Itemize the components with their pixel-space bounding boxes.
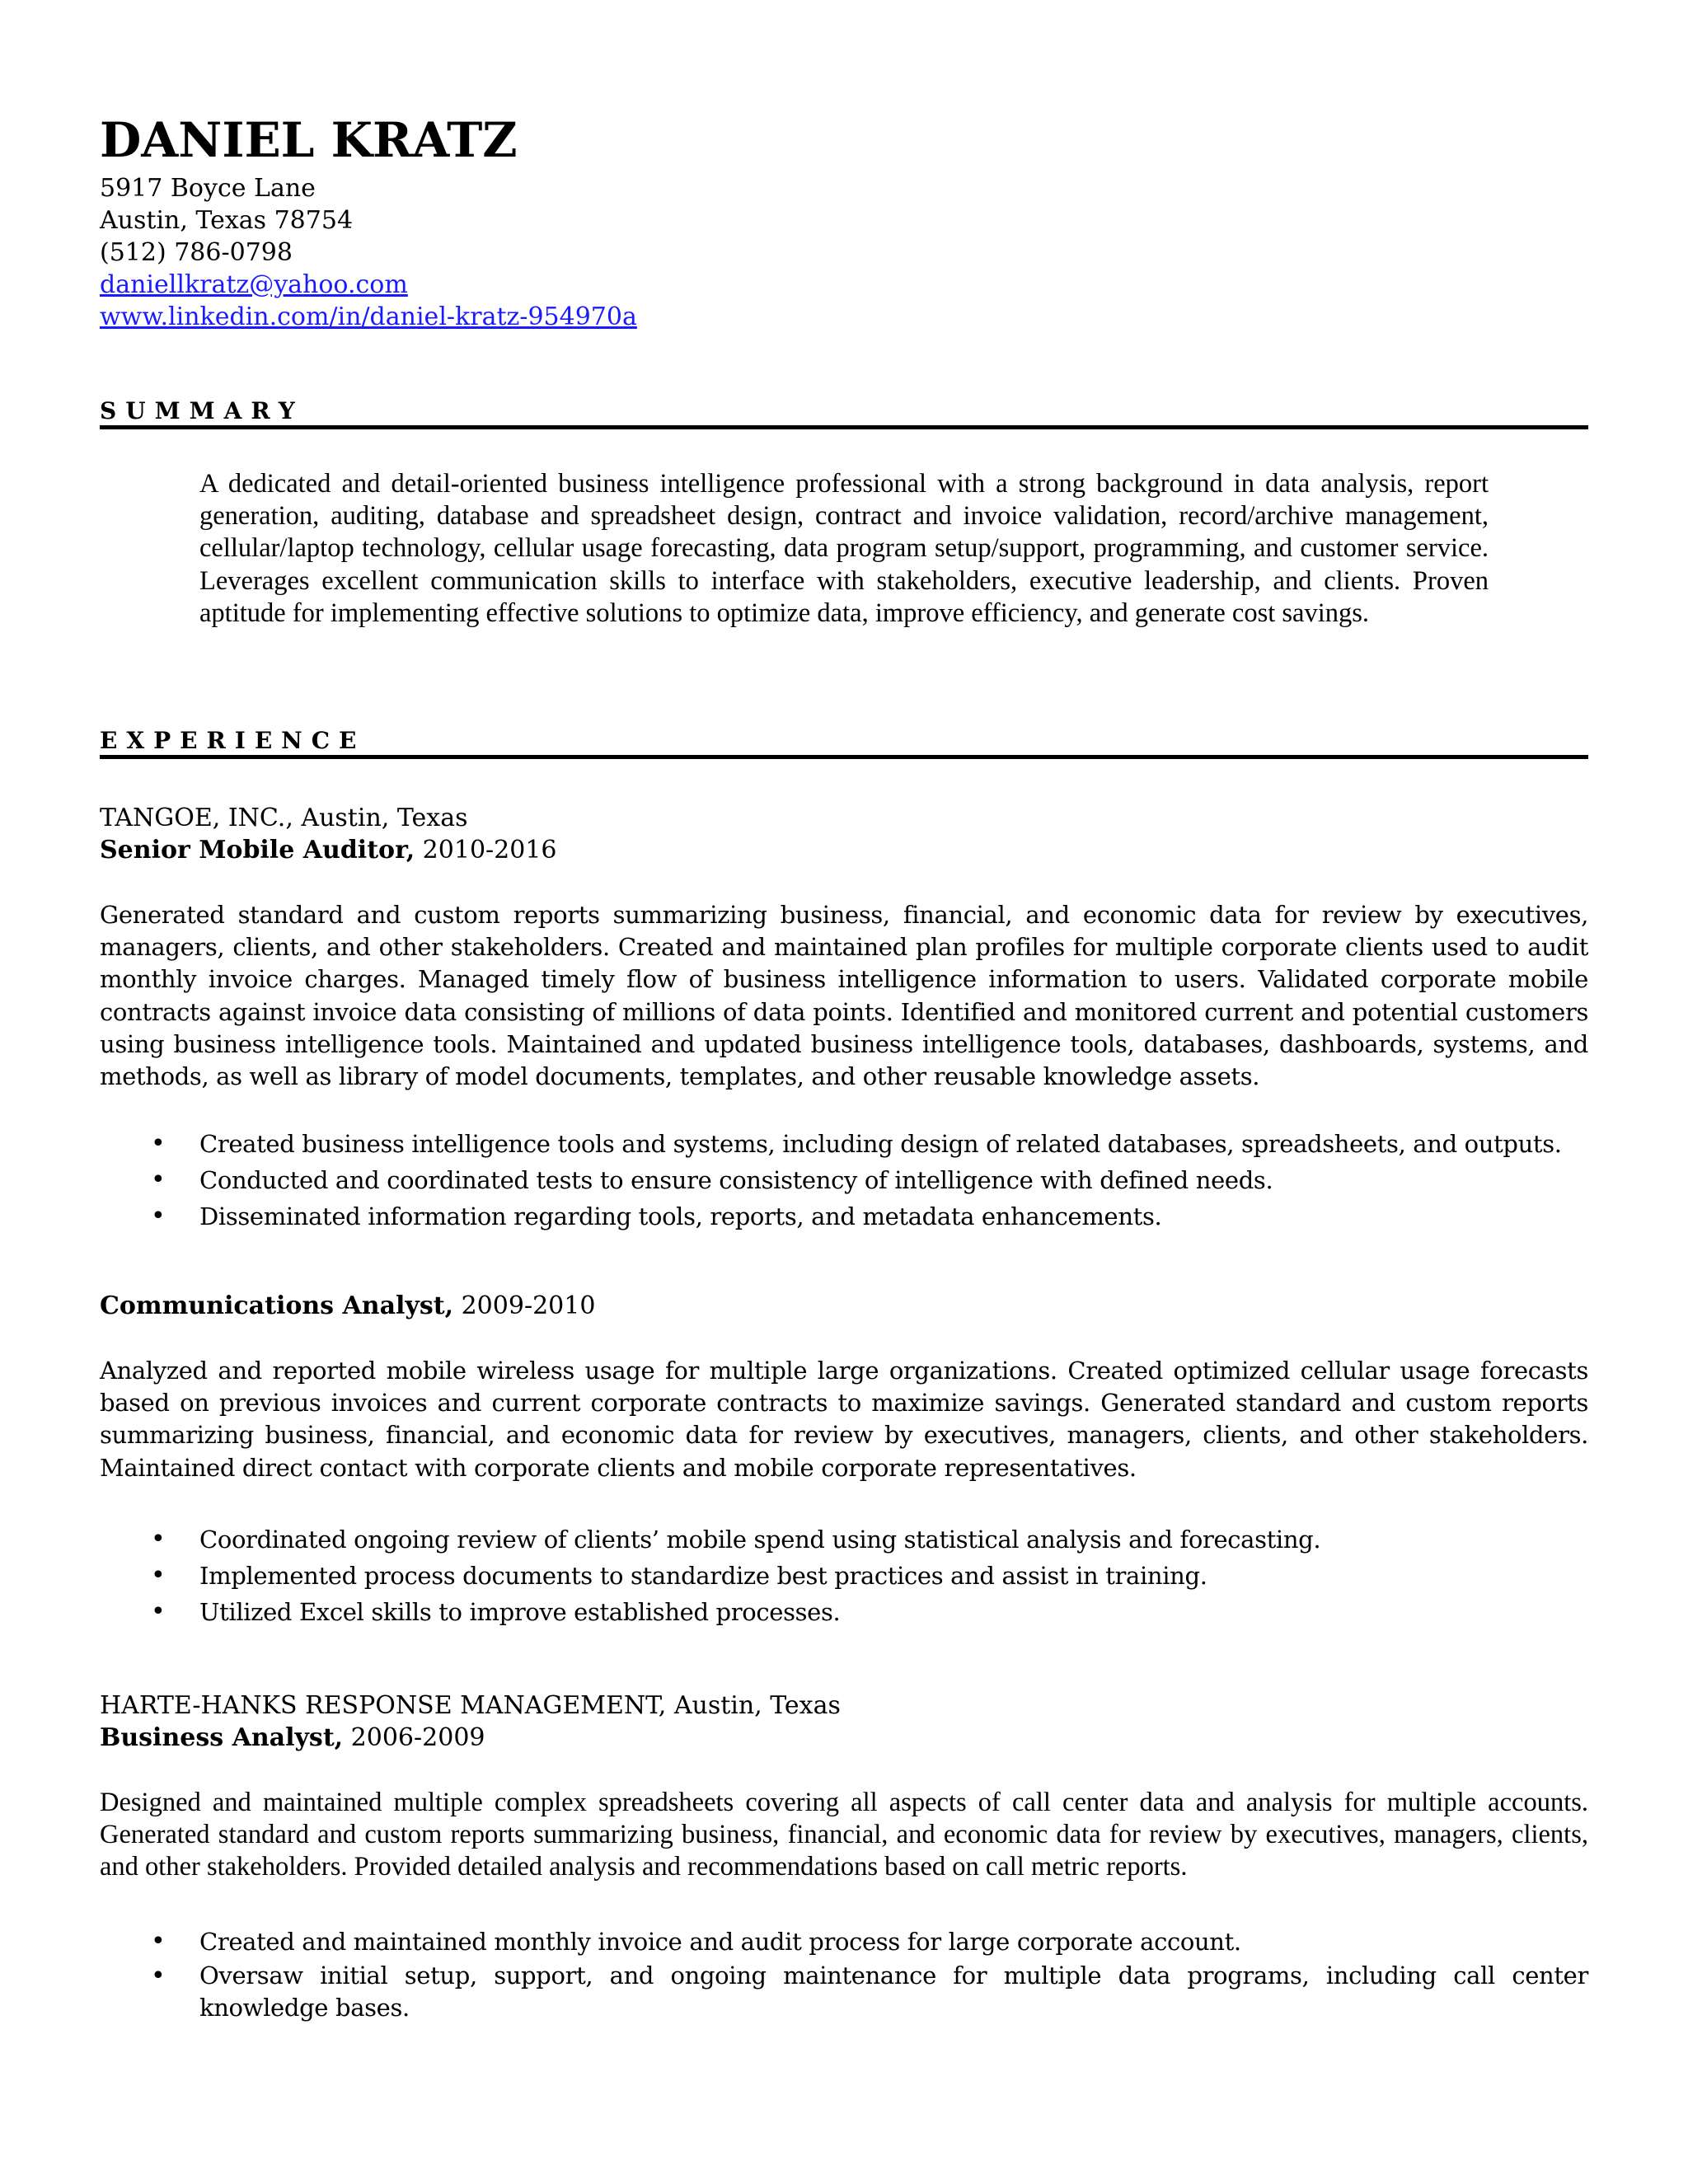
address-line-1: 5917 Boyce Lane (100, 174, 316, 203)
list-item: • Implemented process documents to standardize best practices and assist in training. (100, 1558, 1588, 1594)
address-line-2: Austin, Texas 78754 (100, 206, 354, 235)
experience-heading: EXPERIENCE (100, 727, 1588, 759)
job-title-line (100, 834, 557, 866)
bullet-icon: • (151, 1597, 166, 1626)
job-description: Analyzed and reported mobile wireless usage for multiple large organizations. Created optimized cellular usage forecasts based on previous invoices and current corporate contracts to maximize savings. Generated standard and custom reports summarizing business, financial, and economic data for review by executives, managers, clients, and other stakeholders. Maintained direct contact with corporate clients and mobile corporate representatives. (100, 1357, 1588, 1482)
job-description: Designed and maintained multiple complex spreadsheets covering all aspects of call center data and analysis for multiple accounts. Generated standard and custom reports summarizing business, financial, and economic data for review by executives, managers, clients, and other stakeholders. Provided detailed analysis and recommendations based on call metric reports. (100, 1788, 1588, 1882)
job-dates: 2010-2016 (415, 836, 557, 865)
company-harte-hanks: HARTE-HANKS RESPONSE MANAGEMENT, Austin, Texas (100, 1691, 841, 1720)
company-tangoe: TANGOE, INC., Austin, Texas (100, 804, 468, 832)
job-description: Generated standard and custom reports summarizing business, financial, and economic data for review by executives, managers, clients, and other stakeholders. Created and maintained plan profiles for multiple corporate clients used to audit monthly invoice charges. Managed timely flow of business intelligence information to users. Validated corporate mobile contracts against invoice data consisting of millions of data points. Identified and monitored current and potential customers using business intelligence tools. Maintained and updated business intelligence tools, databases, dashboards, systems, and methods, as well as library of model documents, templates, and other reusable knowledge assets. (100, 901, 1588, 1091)
job-title: Communications Analyst, (100, 1291, 454, 1320)
job-bullets (100, 1521, 1588, 1630)
list-item: • Created and maintained monthly invoice and audit process for large corporate account. (100, 1924, 1588, 1960)
bullet-icon: • (151, 1165, 166, 1194)
phone-number: (512) 786-0798 (100, 238, 293, 267)
list-item: • Conducted and coordinated tests to ensure consistency of intelligence with defined needs. (100, 1162, 1588, 1198)
job-title-line (100, 1290, 595, 1322)
job-title: Senior Mobile Auditor, (100, 836, 415, 865)
list-item: • Disseminated information regarding tools, reports, and metadata enhancements. (100, 1198, 1588, 1235)
job-bullets (100, 1126, 1588, 1235)
bullet-icon: • (151, 1129, 166, 1158)
list-item: • Coordinated ongoing review of clients’ mobile spend using statistical analysis and forecasting. (100, 1521, 1588, 1558)
job-bullets (100, 1924, 1588, 2024)
job-dates: 2009-2010 (453, 1291, 596, 1320)
candidate-name: DANIEL KRATZ (100, 112, 518, 168)
bullet-icon: • (151, 1961, 166, 1990)
bullet-icon: • (151, 1561, 166, 1590)
job-title-line (100, 1722, 485, 1754)
bullet-icon: • (151, 1202, 166, 1230)
summary-text: A dedicated and detail-oriented business intelligence professional with a strong background in data analysis, report generation, auditing, database and spreadsheet design, contract and invoice validation, record/archive management, cellular/laptop technology, cellular usage forecasting, data program setup/support, programming, and customer service. Leverages excellent communication skills to interface with stakeholders, executive leadership, and clients. Proven aptitude for implementing effective solutions to optimize data, improve efficiency, and generate cost savings. (199, 469, 1489, 628)
bullet-icon: • (151, 1525, 166, 1554)
contact-block (100, 172, 637, 333)
list-item: • Created business intelligence tools and systems, including design of related databases, spreadsheets, and outputs. (100, 1126, 1588, 1162)
linkedin-link[interactable]: www.linkedin.com/in/daniel-kratz-954970a (100, 302, 637, 331)
job-dates: 2006-2009 (343, 1723, 485, 1752)
job-title: Business Analyst, (100, 1723, 344, 1752)
list-item: • Utilized Excel skills to improve established processes. (100, 1594, 1588, 1630)
list-item: • Oversaw initial setup, support, and ongoing maintenance for multiple data programs, including call center knowledge bases. (151, 1961, 1588, 2022)
email-link[interactable]: daniellkratz@yahoo.com (100, 270, 408, 299)
summary-heading: SUMMARY (100, 397, 1588, 429)
bullet-icon: • (151, 1927, 166, 1956)
